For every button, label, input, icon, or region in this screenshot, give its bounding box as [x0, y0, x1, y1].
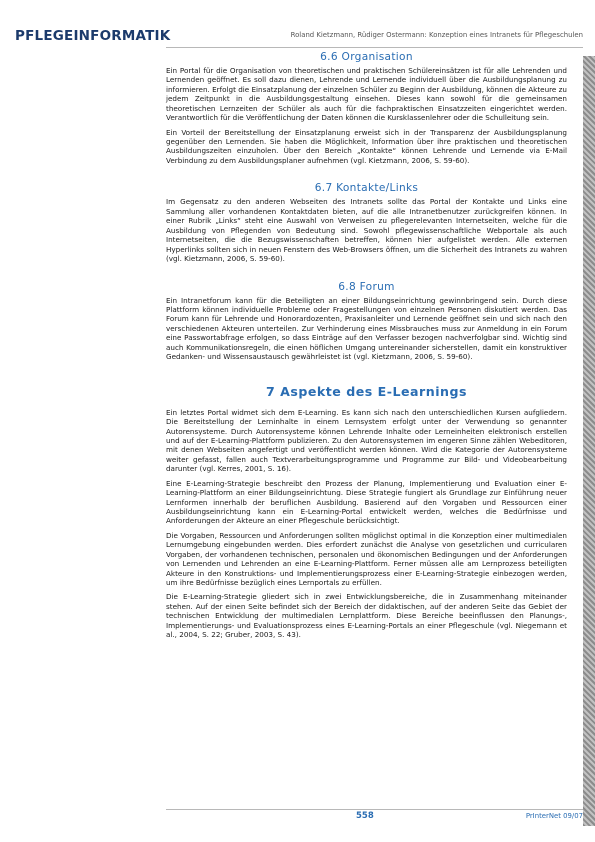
paragraph: Ein letztes Portal widmet sich dem E-Learning. Es kann sich nach den unterschiedlichen Kursen aufgliedern. Die Bereitstellung der Lerninhalte in einem Lernsystem erfolgt unter der Verwendung so genannter Autorensysteme. Durch Autorensysteme können Lehrende Inhalte oder Lerneinheiten elektronisch erstellen und auf der E-Learning-Plattform publizieren. Zu den Autorensystemen im engeren Sinne zählen Webeditoren, mit denen Webseiten angefertigt und veröffentlicht werden können. Wird die Kategorie der Autorensysteme weiter gefasst, fallen auch Textverarbeitungsprogramme und Programme zur Bild- und Videobearbeitung darunter (vgl. Kerres, 2001, S. 16).	[166, 407, 567, 474]
paragraph: Im Gegensatz zu den anderen Webseiten des Intranets sollte das Portal der Kontakte und Links eine Sammlung aller vorhandenen Kontaktdaten bieten, auf die alle Intranetbenutzer zurückgreifen können. In einer Rubrik „Links“ steht eine Auswahl von Verweisen zu pflegerelevanten Internetseiten, welche für die Ausbildung von Pflegenden von Bedeutung sind. Sowohl pflegewissenschaftliche Webportale als auch Internetseiten, die die Bezugswissenschaften betreffen, können hier aufgelistet werden. Alle externen Hyperlinks sollten sich in neuen Fenstern des Web-Browsers öffnen, um die Sicherheit des Intranets zu wahren (vgl. Kietzmann, 2006, S. 59-60).	[166, 197, 567, 264]
paragraph: Eine E-Learning-Strategie beschreibt den Prozess der Planung, Implementierung und Evaluation einer E-Learning-Plattform an einer Bildungseinrichtung. Diese Strategie fungiert als Grundlage zur Einführung neuer Lernformen innerhalb der beruflichen Ausbildung. Basierend auf den Vorgaben und Ressourcen einer Ausbildungseinrichtung kann ein E-Learning-Portal entwickelt werden, welches die Bedürfnisse und Anforderungen der Akteure an einer Pflegeschule berücksichtigt.	[166, 478, 567, 526]
running-header-credit: Roland Kietzmann, Rüdiger Ostermann: Konzeption eines Intranets für Pflegeschulen	[290, 31, 583, 39]
section-heading: 6.7 Kontakte/Links	[314, 182, 419, 195]
decorative-side-bar	[583, 56, 595, 826]
section-kontakte-links	[166, 181, 567, 263]
article-body	[166, 50, 567, 639]
paragraph: Ein Vorteil der Bereitstellung der Einsatzplanung erweist sich in der Transparenz der Ausbildungsplanung gegenüber den Lernenden. Sie haben die Möglichkeit, Information über ihre praktischen und theoretischen Ausbildungszeiten einzuholen. Über den Bereich „Kontakte“ können Lehrende und Lernende via E-Mail Verbindung zu dem Ausbildungsplaner aufnehmen (vgl. Kietzmann, 2006, S. 59-60).	[166, 127, 567, 165]
page-number: 558	[356, 811, 374, 821]
paragraph: Die E-Learning-Strategie gliedert sich in zwei Entwicklungsbereiche, die in Zusammenhang miteinander stehen. Auf der einen Seite befindet sich der Bereich der didaktischen, auf der anderen Seite das Gebiet der technischen Entwicklung der multimedialen Lernplattform. Diese Bereiche beeinflussen den Planungs-, Implementierungs- und Evaluationsprozess eines E-Learning-Portals an einer Pflegeschule (vgl. Niegemann et al., 2004, S. 22; Gruber, 2003, S. 43).	[166, 592, 567, 640]
section-heading: 6.6 Organisation	[320, 51, 413, 63]
chapter-heading: 7 Aspekte des E-Learnings	[265, 383, 468, 399]
chapter-e-learning	[166, 384, 567, 640]
section-forum	[166, 280, 567, 362]
section-heading: 6.8 Forum	[338, 280, 395, 293]
section-organisation	[166, 50, 567, 165]
page-header	[0, 26, 595, 48]
page-footer	[166, 809, 583, 823]
paragraph: Ein Intranetforum kann für die Beteiligten an einer Bildungseinrichtung gewinnbringend sein. Durch diese Plattform können individuelle Probleme oder Fragestellungen von einzelnen Personen diskutiert werden. Das Forum kann für Lehrende und Honorardozenten, Praxisanleiter und Lernende geöffnet sein und sich nach den verschiedenen Akteuren unterteilen. Zur Verhinderung eines Missbrauches muss zur Anmeldung in ein Forum eine Passwortabfrage erfolgen, so dass Einträge auf den Verfasser bezogen nachverfolgbar sind. Wichtig sind auch Kommunikationsregeln, die einen höflichen Umgang untereinander sicherstellen, damit ein konstruktiver Gedanken- und Wissensaustausch gewährleistet ist (vgl. Kietzmann, 2006, S. 59-60).	[166, 295, 567, 362]
journal-issue: PrInterNet 09/07	[525, 812, 583, 820]
paragraph: Ein Portal für die Organisation von theoretischen und praktischen Schülereinsätzen ist für alle Lehrenden und Lernenden geöffnet. Es soll dazu dienen, Lehrende und Lernende individuell über die Ausbildungsplanung zu informieren. Erfolgt die Einsatzplanung der einzelnen Schüler zu Beginn der Ausbildung, können die Akteure zu jedem Zeitpunkt in die Ausbildungsgestaltung einsehen. Dieses kann sowohl für die gemeinsamen theoretischen Lernzeiten der Schüler als auch für die fachpraktischen Einsatzzeiten eingerichtet werden. Verantwortlich für die Veröffentlichung der Daten können die Kursklassenlehrer oder die Schulleitung sein.	[166, 66, 567, 123]
paragraph: Die Vorgaben, Ressourcen und Anforderungen sollten möglichst optimal in die Konzeption einer multimedialen Lernumgebung eingebunden werden. Dies erfordert zunächst die Analyse von gesetzlichen und curricularen Vorgaben, der vorhandenen technischen, personalen und ökonomischen Bedingungen und der Anforderungen von Lernenden und Lehrenden an eine E-Learning-Plattform. Ferner müssen alle am Lernprozess beteiligten Akteure in den Konstruktions- und Implementierungsprozess einer E-Learning-Strategie einbezogen werden, um ihre Bedürfnisse bezüglich eines Lernportals zu erfüllen.	[166, 530, 567, 587]
footer-rule	[166, 809, 583, 810]
header-rule	[166, 47, 583, 48]
journal-brand: PFLEGEINFORMATIK	[15, 28, 171, 44]
